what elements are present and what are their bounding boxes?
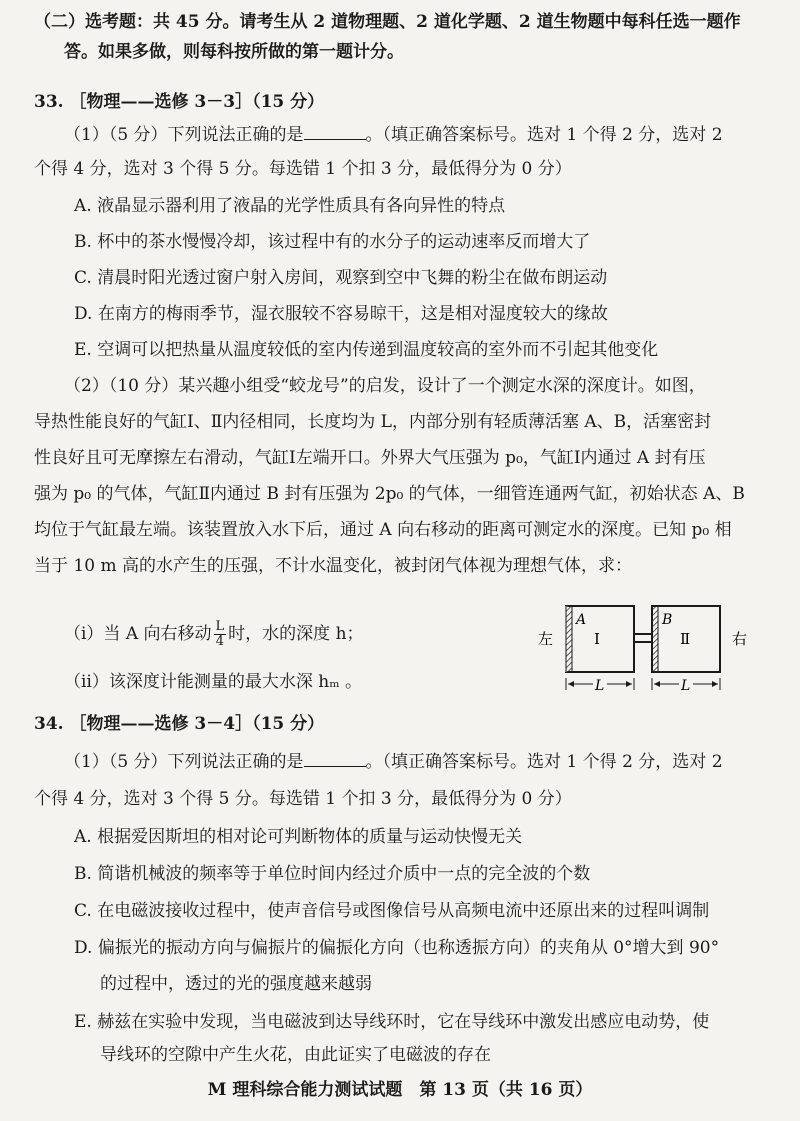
fraction (214, 620, 227, 649)
q33-title: 33. ［物理——选修 3－3］（15 分） (34, 92, 325, 112)
q33-option-b: B. 杯中的茶水慢慢冷却，该过程中有的水分子的运动速率反而增大了 (74, 232, 591, 252)
piston-b (652, 606, 658, 672)
q33-part2-line6: 当于 10 m 高的水产生的压强，不计水温变化，被封闭气体视为理想气体，求： (34, 556, 632, 576)
answer-blank (304, 125, 366, 140)
q34-option-a: A. 根据爱因斯坦的相对论可判断物体的质量与运动快慢无关 (74, 827, 523, 847)
q34-option-b: B. 简谐机械波的频率等于单位时间内经过介质中一点的完全波的个数 (74, 864, 591, 884)
q33-sub-i (64, 620, 514, 649)
q34-option-c: C. 在电磁波接收过程中，使声音信号或图像信号从高频电流中还原出来的过程叫调制 (74, 901, 710, 921)
dim-arrow (712, 681, 718, 687)
answer-blank (304, 752, 366, 767)
q34-option-e-line1: E. 赫兹在实验中发现，当电磁波到达导线环时，它在导线环中激发出感应电动势，使 (74, 1012, 710, 1032)
label-right: 右 (732, 630, 748, 648)
label-length-1: L (595, 678, 605, 694)
q34-option-d-line2: 的过程中，透过的光的强度越来越弱 (100, 974, 372, 994)
q34-option-e-line2: 导线环的空隙中产生火花，由此证实了电磁波的存在 (100, 1045, 491, 1065)
label-piston-b: B (662, 612, 673, 628)
q33-part1-instruction: 。（填正确答案标号。选对 1 个得 2 分，选对 2 (365, 125, 723, 145)
q33-part1-line2: 个得 4 分，选对 3 个得 5 分。每选错 1 个扣 3 分，最低得分为 0 分） (34, 159, 572, 179)
q33-option-c: C. 清晨时阳光透过窗户射入房间，观察到空中飞舞的粉尘在做布朗运动 (74, 268, 608, 288)
q34-part1-line2: 个得 4 分，选对 3 个得 5 分。每选错 1 个扣 3 分，最低得分为 0 分） (34, 789, 572, 809)
q33-part1-line1 (64, 123, 800, 147)
cylinder-diagram (528, 598, 778, 704)
q34-part1-instruction: 。（填正确答案标号。选对 1 个得 2 分，选对 2 (365, 752, 723, 772)
q33-option-e: E. 空调可以把热量从温度较低的室内传递到温度较高的室外而不引起其他变化 (74, 340, 659, 360)
q33-part2-line1: （2）（10 分）某兴趣小组受“蛟龙号”的启发，设计了一个测定水深的深度计。如图， (64, 376, 706, 396)
q33-part2-line5: 均位于气缸最左端。该装置放入水下后，通过 A 向右移动的距离可测定水的深度。已知 p₀ 相 (34, 520, 732, 540)
dim-arrow (654, 681, 660, 687)
label-piston-a: A (576, 612, 587, 628)
label-cylinder-2: Ⅱ (680, 630, 691, 648)
q33-part2-line4: 强为 p₀ 的气体，气缸Ⅱ内通过 B 封有压强为 2p₀ 的气体，一细管连通两气缸，初始状态 A、B (34, 484, 745, 504)
section-header-line1: （二）选考题：共 45 分。请考生从 2 道物理题、2 道化学题、2 道生物题中每科任选一题作 (34, 12, 741, 32)
q33-option-d: D. 在南方的梅雨季节，湿衣服较不容易晾干，这是相对湿度较大的缘故 (74, 304, 608, 324)
label-length-2: L (681, 678, 691, 694)
q34-part1-line1 (64, 750, 800, 774)
fraction-numerator: L (215, 620, 225, 634)
label-left: 左 (538, 630, 554, 648)
q34-part1-prompt: （1）（5 分）下列说法正确的是 (64, 752, 304, 772)
q33-sub-i-suffix: 时，水的深度 h； (228, 624, 364, 644)
dim-arrow (626, 681, 632, 687)
label-cylinder-1: Ⅰ (594, 630, 600, 648)
q33-part1-prompt: （1）（5 分）下列说法正确的是 (64, 125, 304, 145)
piston-a (566, 606, 572, 672)
q33-sub-ii: （ⅱ）该深度计能测量的最大水深 hₘ 。 (64, 672, 363, 692)
fraction-denominator: 4 (215, 634, 224, 649)
dim-arrow (568, 681, 574, 687)
page-footer: M 理科综合能力测试试题 第 13 页（共 16 页） (207, 1080, 593, 1100)
q33-part2-line3: 性良好且可无摩擦左右滑动，气缸Ⅰ左端开口。外界大气压强为 p₀，气缸Ⅰ内通过 A 封有压 (34, 448, 706, 468)
q34-option-d-line1: D. 偏振光的振动方向与偏振片的偏振化方向（也称透振方向）的夹角从 0°增大到 90° (74, 938, 720, 958)
section-header-line2: 答。如果多做，则每科按所做的第一题计分。 (64, 42, 404, 62)
q33-sub-i-prefix: （ⅰ）当 A 向右移动 (64, 624, 212, 644)
q34-title: 34. ［物理——选修 3－4］（15 分） (34, 714, 325, 734)
q33-part2-line2: 导热性能良好的气缸Ⅰ、Ⅱ内径相同，长度均为 L，内部分别有轻质薄活塞 A、B，活塞密封 (34, 412, 712, 432)
q33-option-a: A. 液晶显示器利用了液晶的光学性质具有各向异性的特点 (74, 196, 506, 216)
